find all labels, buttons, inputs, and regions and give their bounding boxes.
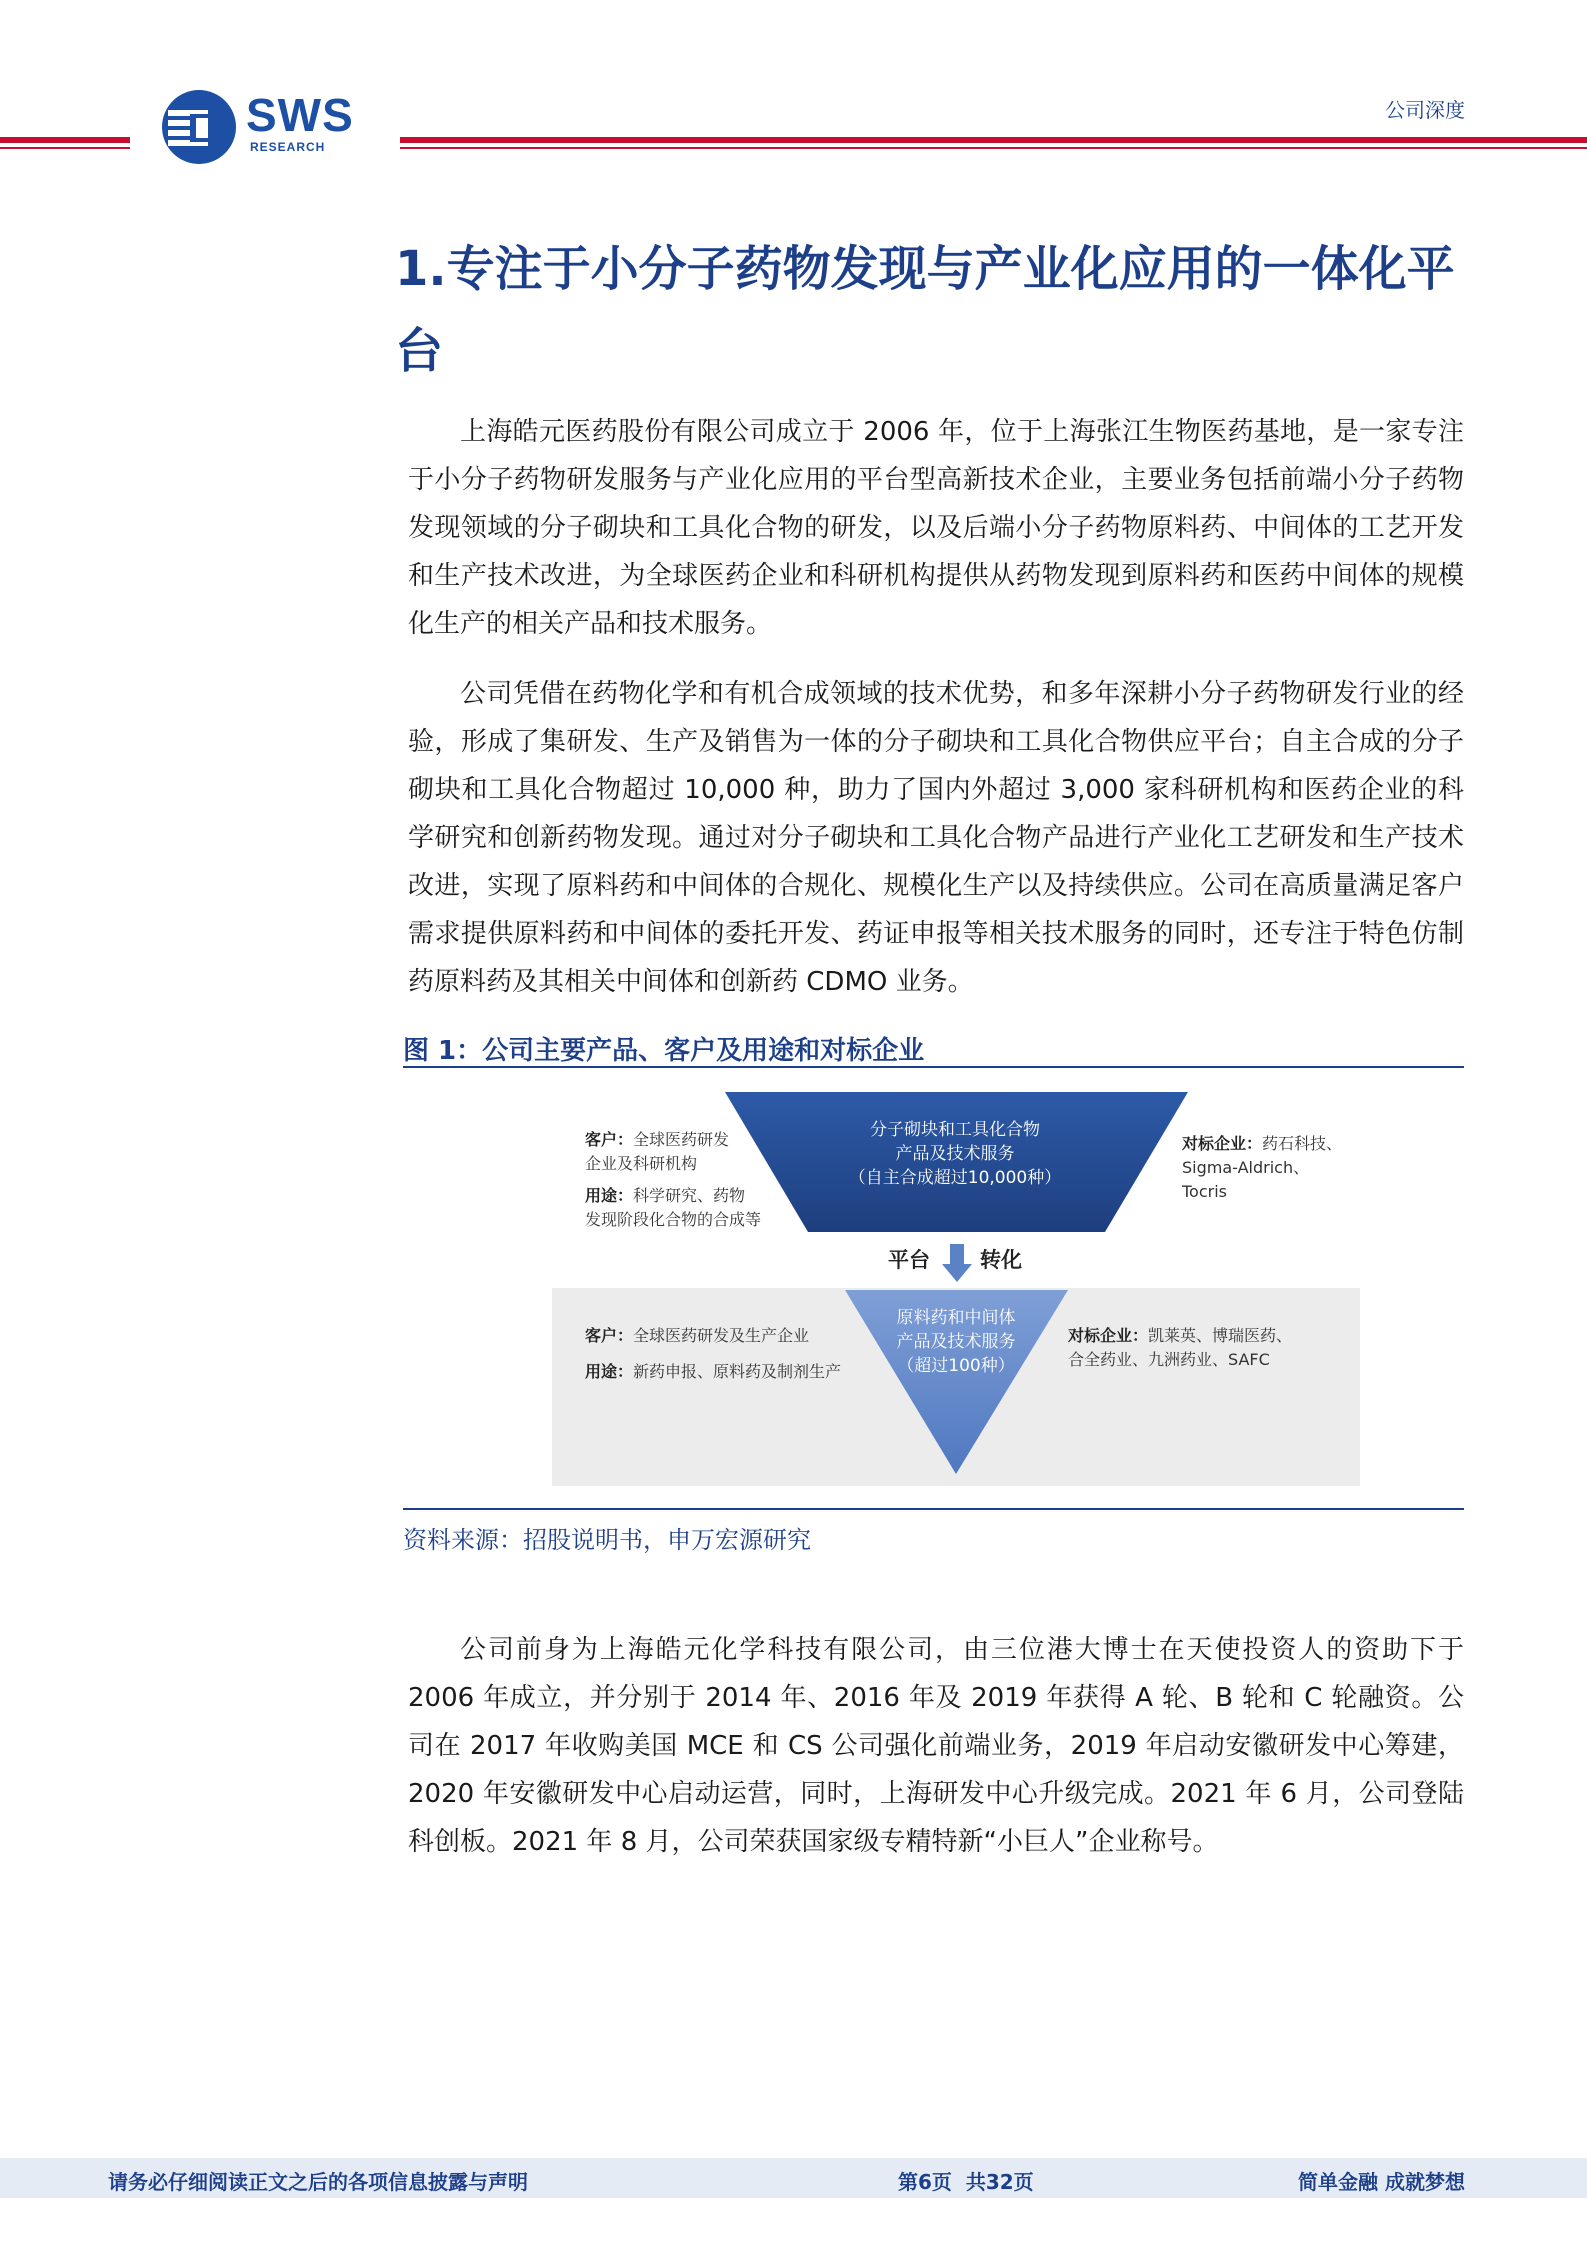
- down-arrow-icon: [942, 1244, 972, 1282]
- top-center-line-2: 产品及技术服务: [895, 1144, 1015, 1164]
- bottom-use-label: 用途：: [585, 1362, 634, 1381]
- paragraph-history: 公司前身为上海皓元化学科技有限公司，由三位港大博士在天使投资人的资助下于 2006 年成立，并分别于 2014 年、2016 年及 2019 年获得 A 轮、B 轮和 C 轮融资。公司在 2017 年收购美国 MCE 和 CS 公司强化前端业务，2019 年启动安徽研发中心筹建，2020 年安徽研发中心启动运营，同时，上海研发中心升级完成。2021 年 6 月，公司登陆科创板。2021 年 8 月，公司荣获国家级专精特新“小巨人”企业称号。: [408, 1635, 1464, 1857]
- top-customer-label: 客户：: [585, 1130, 634, 1149]
- bottom-customer-text: 全球医药研发及生产企业: [633, 1326, 810, 1345]
- product-diagram: [550, 1088, 1360, 1488]
- sws-logo-icon: [160, 88, 238, 166]
- top-use-text-2: 发现阶段化合物的合成等: [585, 1210, 762, 1229]
- bottom-center-line-1: 原料药和中间体: [896, 1308, 1016, 1328]
- bottom-center-line-3: （超过100种）: [897, 1356, 1015, 1376]
- bottom-customer-label: 客户：: [585, 1326, 634, 1345]
- platform-label: 平台: [888, 1248, 930, 1272]
- transform-label: 转化: [980, 1248, 1022, 1272]
- top-bench-text-3: Tocris: [1182, 1182, 1227, 1201]
- logo-subtext: RESEARCH: [250, 140, 326, 154]
- top-benchmark-block: [1182, 1132, 1342, 1204]
- header-rule-left-thin: [0, 147, 130, 149]
- figure-top-rule: [403, 1066, 1464, 1068]
- top-center-line-1: 分子砌块和工具化合物: [870, 1120, 1040, 1140]
- figure-bottom-rule: [403, 1508, 1464, 1510]
- top-center-text: [780, 1118, 1130, 1190]
- paragraph-intro: 上海皓元医药股份有限公司成立于 2006 年，位于上海张江生物医药基地，是一家专注于小分子药物研发服务与产业化应用的平台型高新技术企业，主要业务包括前端小分子药物发现领域的分子砌块和工具化合物的研发，以及后端小分子药物原料药、中间体的工艺开发和生产技术改进，为全球医药企业和科研机构提供从药物发现到原料药和医药中间体的规模化生产的相关产品和技术服务。: [408, 417, 1464, 639]
- section-title: 1.专注于小分子药物发现与产业化应用的一体化平台: [395, 241, 1455, 379]
- header-rule-left: [0, 137, 130, 143]
- bottom-customer-block: [585, 1324, 809, 1348]
- top-customer-block: [585, 1128, 729, 1176]
- bottom-use-text: 新药申报、原料药及制剂生产: [633, 1362, 842, 1381]
- top-customer-text-1: 全球医药研发: [633, 1130, 730, 1149]
- figure-source: 资料来源：招股说明书，申万宏源研究: [403, 1526, 811, 1554]
- header-rule-right-thin: [400, 147, 1587, 149]
- bottom-bench-text-2: 合全药业、九洲药业、SAFC: [1068, 1350, 1270, 1369]
- top-customer-text-2: 企业及科研机构: [585, 1154, 698, 1173]
- top-use-text-1: 科学研究、药物: [633, 1186, 746, 1205]
- top-bench-text-2: Sigma-Aldrich、: [1182, 1158, 1310, 1177]
- report-type-label: 公司深度: [1385, 98, 1465, 122]
- top-center-line-3: （自主合成超过10,000种）: [848, 1168, 1062, 1188]
- bottom-center-line-2: 产品及技术服务: [896, 1332, 1016, 1352]
- bottom-benchmark-block: [1068, 1324, 1292, 1372]
- bottom-bench-label: 对标企业：: [1068, 1326, 1149, 1345]
- bottom-use-block: [585, 1360, 841, 1384]
- footer-slogan: 简单金融 成就梦想: [1298, 2170, 1465, 2194]
- footer-page-number: 第6页 共32页: [898, 2170, 1034, 2194]
- logo-text: SWS: [246, 89, 354, 141]
- top-use-label: 用途：: [585, 1186, 634, 1205]
- top-use-block: [585, 1184, 761, 1232]
- figure-caption: 图 1：公司主要产品、客户及用途和对标企业: [403, 1036, 925, 1066]
- paragraph-advantages: 公司凭借在药物化学和有机合成领域的技术优势，和多年深耕小分子药物研发行业的经验，形成了集研发、生产及销售为一体的分子砌块和工具化合物供应平台；自主合成的分子砌块和工具化合物超过 10,000 种，助力了国内外超过 3,000 家科研机构和医药企业的科学研究和创新药物发现。通过对分子砌块和工具化合物产品进行产业化工艺研发和生产技术改进，实现了原料药和中间体的合规化、规模化生产以及持续供应。公司在高质量满足客户需求提供原料药和中间体的委托开发、药证申报等相关技术服务的同时，还专注于特色仿制药原料药及其相关中间体和创新药 CDMO 业务。: [408, 679, 1464, 997]
- top-bench-text-1: 药石科技、: [1262, 1134, 1343, 1153]
- header-rule-right: [400, 137, 1587, 143]
- top-bench-label: 对标企业：: [1182, 1134, 1263, 1153]
- bottom-bench-text-1: 凯莱英、博瑞医药、: [1148, 1326, 1293, 1345]
- footer-disclaimer: 请务必仔细阅读正文之后的各项信息披露与声明: [108, 2170, 528, 2194]
- bottom-center-text: [866, 1306, 1046, 1378]
